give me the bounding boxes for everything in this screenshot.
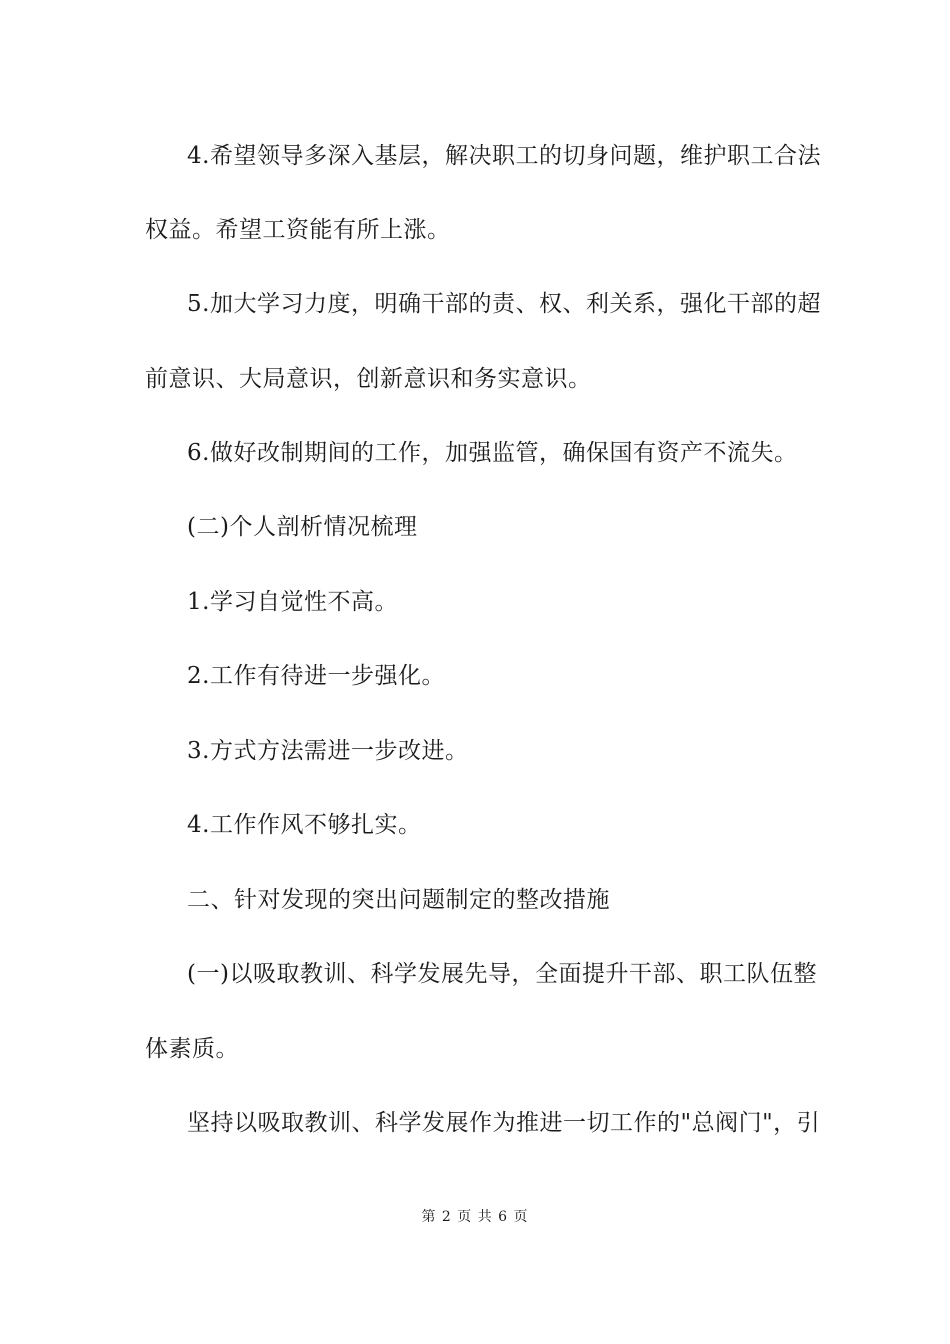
section-heading: 二、针对发现的突出问题制定的整改措施 — [187, 887, 610, 913]
paragraph-line: 6.做好改制期间的工作，加强监管，确保国有资产不流失。 — [187, 440, 798, 466]
list-item: 2.工作有待进一步强化。 — [187, 663, 445, 689]
page-number-footer: 第 2 页 共 6 页 — [421, 1209, 529, 1225]
list-item: 1.学习自觉性不高。 — [187, 589, 398, 615]
paragraph-line: 5.加大学习力度，明确干部的责、权、利关系，强化干部的超 — [187, 291, 821, 317]
section-heading: (二)个人剖析情况梳理 — [187, 514, 418, 540]
paragraph-line: 4.希望领导多深入基层，解决职工的切身问题，维护职工合法 — [187, 143, 821, 169]
list-item: 4.工作作风不够扎实。 — [187, 812, 422, 838]
paragraph-line: 权益。希望工资能有所上涨。 — [145, 217, 451, 243]
list-item: 3.方式方法需进一步改进。 — [187, 738, 469, 764]
paragraph-line: 坚持以吸取教训、科学发展作为推进一切工作的"总阀门"，引 — [187, 1110, 821, 1136]
paragraph-line: 体素质。 — [145, 1036, 239, 1062]
paragraph-line: 前意识、大局意识，创新意识和务实意识。 — [145, 366, 592, 392]
paragraph-line: (一)以吸取教训、科学发展先导，全面提升干部、职工队伍整 — [187, 961, 817, 987]
